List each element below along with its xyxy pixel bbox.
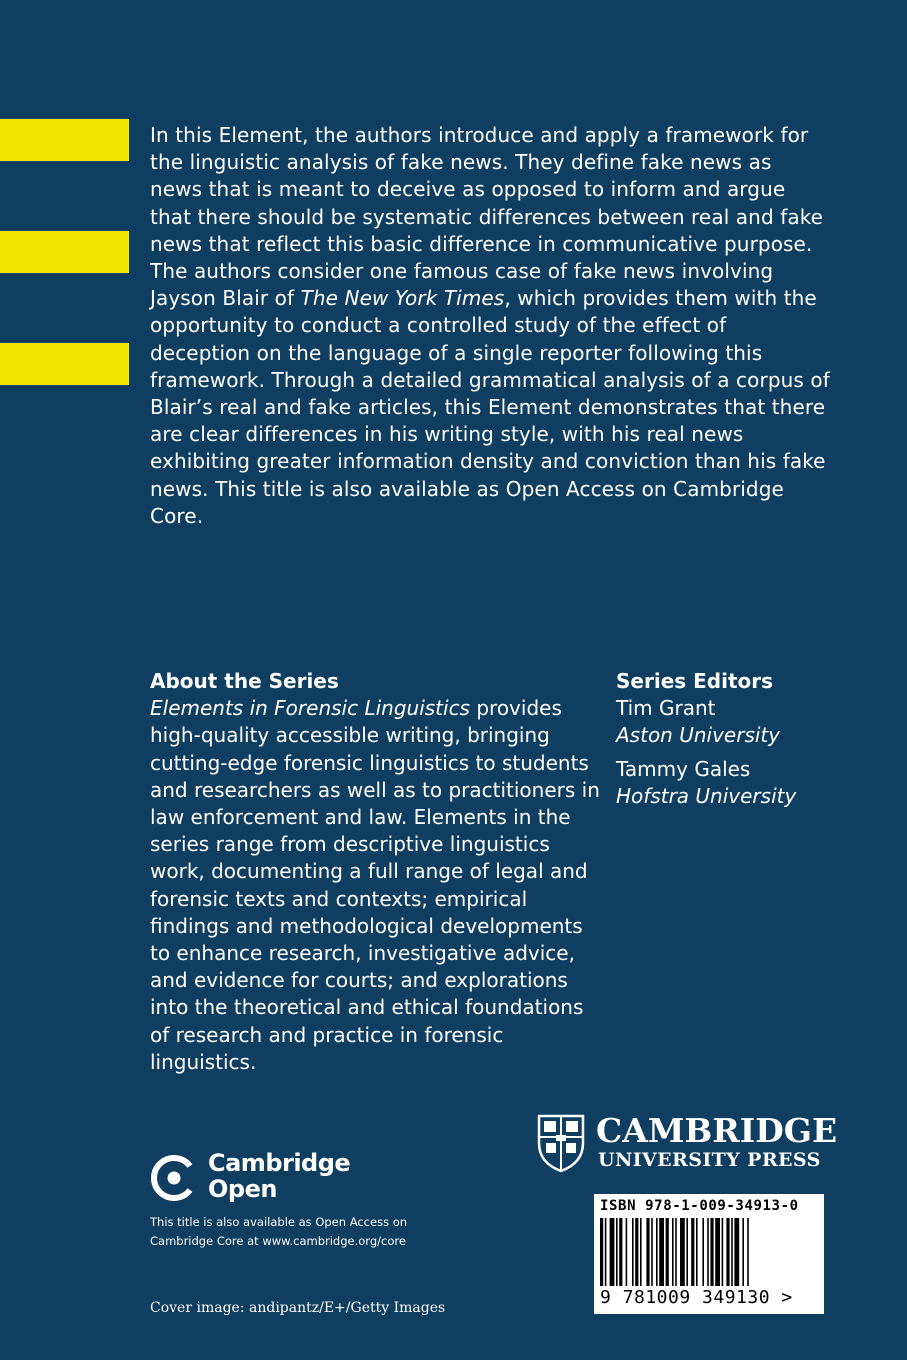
- publisher-name: CAMBRIDGE: [596, 1111, 838, 1150]
- publisher-subname: UNIVERSITY PRESS: [598, 1149, 821, 1171]
- barcode-bar: [632, 1218, 634, 1286]
- barcode-bar: [675, 1218, 677, 1286]
- barcode-bar: [680, 1218, 685, 1286]
- barcode-bar: [686, 1218, 688, 1286]
- editor-name: Tammy Gales: [616, 756, 751, 781]
- editor-entry: [616, 695, 876, 749]
- barcode-bar: [646, 1218, 649, 1286]
- barcode-bar: [616, 1218, 618, 1286]
- barcode-bar: [656, 1218, 658, 1286]
- barcode-bar: [731, 1218, 733, 1286]
- barcode-bar: [691, 1218, 694, 1286]
- cambridge-open-icon: [150, 1154, 198, 1202]
- about-heading: About the Series: [150, 669, 339, 693]
- blurb-text-1: In this Element, the authors introduce and apply a framework for the linguistic analysis of fake news. They define fake news as news that is meant to deceive as opposed to inform and argue that there should be systematic differences between real and fake news that reflect this basic difference in communicative purpose. The authors consider one famous case of fake news involving Jayson Blair of: [150, 123, 824, 311]
- barcode-bar: [672, 1218, 674, 1286]
- cambridge-open-logo: [150, 1150, 430, 1212]
- book-blurb: [150, 122, 830, 530]
- cambridge-university-press-logo: [536, 1111, 838, 1173]
- editor-affiliation: Hofstra University: [616, 783, 797, 808]
- barcode-bar: [722, 1218, 724, 1286]
- open-access-note: [150, 1213, 450, 1251]
- cambridge-shield-icon: [536, 1113, 586, 1173]
- barcode-bar: [659, 1218, 664, 1286]
- barcode-bar: [734, 1218, 739, 1286]
- cambridge-open-name: [208, 1150, 350, 1202]
- barcode-bar: [666, 1218, 669, 1286]
- isbn-label: ISBN 978-1-009-34913-0: [600, 1198, 799, 1214]
- barcode-bar: [747, 1218, 749, 1286]
- editor-affiliation: Aston University: [616, 723, 781, 748]
- blurb-newspaper-title: The New York Times: [300, 286, 505, 311]
- barcode-bar: [626, 1218, 628, 1286]
- series-editors: [616, 668, 876, 816]
- barcode-bar: [702, 1218, 704, 1286]
- barcode-bar: [640, 1218, 642, 1286]
- barcode-bar: [619, 1218, 622, 1286]
- barcode-bar: [610, 1218, 615, 1286]
- cover-image-credit: Cover image: andipantz/E+/Getty Images: [150, 1300, 446, 1316]
- open-access-note-line2: Cambridge Core at www.cambridge.org/core: [150, 1234, 406, 1248]
- barcode-digits: 9 781009 349130 >: [600, 1287, 793, 1308]
- about-body: provides high-quality accessible writing, bringing cutting-edge forensic linguistics to students and researchers as well as to practitioners in law enforcement and law. Elements in the series range from descriptive linguistics work, documenting a full range of legal and forensic texts and contexts; empirical findings and methodological developments to enhance research, investigative advice, and evidence for courts; and explorations into the theoretical and ethical foundations of research and practice in forensic linguistics.: [150, 696, 600, 1074]
- barcode-bar: [696, 1218, 698, 1286]
- open-access-note-line1: This title is also available as Open Access on: [150, 1215, 408, 1229]
- barcode-bar: [726, 1218, 729, 1286]
- cambridge-open-line1: Cambridge: [208, 1149, 351, 1177]
- barcode-bar: [742, 1218, 744, 1286]
- barcode-bar: [651, 1218, 653, 1286]
- barcode-bar: [707, 1218, 709, 1286]
- editors-heading: Series Editors: [616, 669, 774, 693]
- series-name: Elements in Forensic Linguistics: [150, 696, 470, 721]
- barcode-bar: [635, 1218, 638, 1286]
- about-text: [150, 695, 600, 1076]
- blurb-text-2: , which provides them with the opportunity to conduct a controlled study of the effect of deception on the language of a single reporter following this framework. Through a detailed grammatical analysis of a corpus of Blair’s real and fake articles, this Element demonstrates that there are clear differences in his writing style, with his real news exhibiting greater information density and conviction than his fake news. This title is also available as Open Access on Cambridge Core.: [150, 286, 830, 528]
- isbn-barcode: [594, 1194, 824, 1314]
- barcode-bar: [600, 1218, 603, 1286]
- barcode-bar: [605, 1218, 607, 1286]
- accent-bar-top: [0, 119, 129, 161]
- accent-bar-bottom: [0, 343, 129, 385]
- editor-entry: [616, 756, 876, 810]
- editor-name: Tim Grant: [616, 696, 716, 721]
- barcode-bar: [710, 1218, 713, 1286]
- about-the-series: [150, 668, 600, 1076]
- cambridge-open-line2: Open: [208, 1175, 277, 1203]
- accent-bar-middle: [0, 231, 129, 273]
- barcode-bars: [600, 1218, 818, 1286]
- barcode-bar: [715, 1218, 720, 1286]
